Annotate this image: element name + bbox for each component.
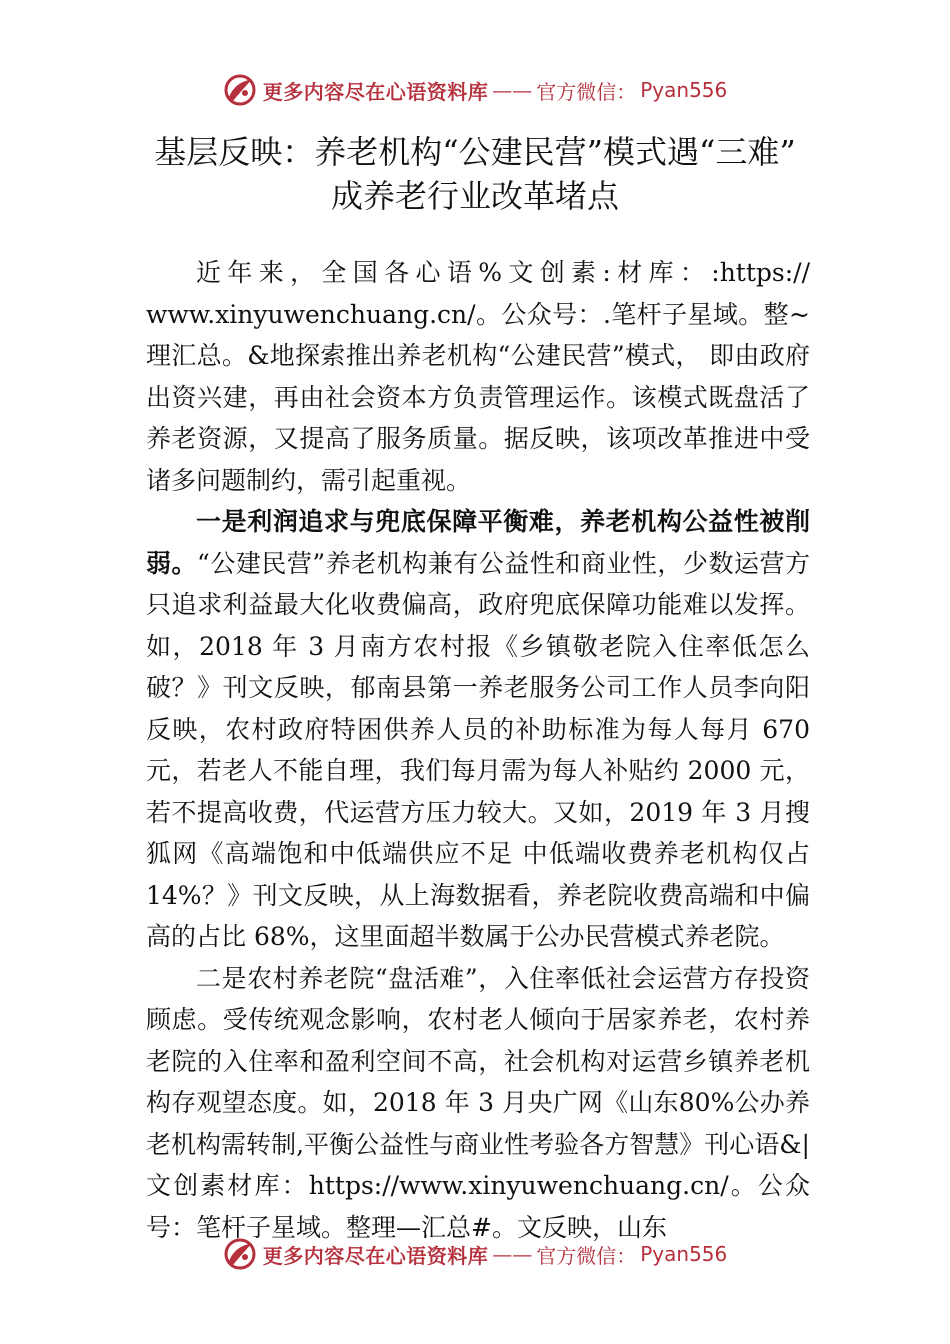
paragraph-point-two: 二是农村养老院“盘活难”，入住率低社会运营方存投资顾虑。受传统观念影响，农村老人倾向于居家养老，农村养老院的入住率和盈利空间不高，社会机构对运营乡镇养老机构存观望态度。如，2018 年 3 月央广网《山东80%公办养老机构需转制,平衡公益性与商业性考验各方智慧》刊心语&|文创素材库：https://www.xinyuwenchuang.cn/。公众号：笔杆子星域。整理—汇总#。文反映，山东 <box>146 963 810 1242</box>
title-line-2: 成养老行业改革堵点 <box>330 177 619 215</box>
banner-wechat-label: 官方微信： <box>536 79 637 104</box>
banner-separator: —— <box>492 1242 533 1266</box>
banner-wechat-label: 官方微信： <box>536 1243 637 1268</box>
banner-wechat-id: Pyan556 <box>640 1242 728 1266</box>
banner-wechat-id: Pyan556 <box>640 78 728 102</box>
paragraph-point-one <box>146 501 810 958</box>
banner-text: 更多内容尽在心语资料库 <box>262 1243 489 1268</box>
banner-text: 更多内容尽在心语资料库 <box>262 79 489 104</box>
paragraph-intro: 近年来，全国各心语%文创素:材库：:https:// www.xinyuwenchuang.cn/。公众号：.笔杆子星域。整~理汇总。&地探索推出养老机构“公建民营”模式， 即由政府出资兴建，再由社会资本方负责管理运作。该模式既盘活了养老资源，又提高了服务质量。据反映，该项改革推进中受诸多问题制约，需引起重视。 <box>146 258 810 495</box>
banner-separator: —— <box>492 78 533 102</box>
title-line-1: 基层反映：养老机构“公建民营”模式遇“三难” <box>154 133 796 171</box>
point-one-heading: 一是利润追求与兜底保障平衡难，养老机构公益性被削弱。 <box>146 507 810 578</box>
brand-logo-icon <box>223 1237 257 1271</box>
document-title <box>60 130 890 218</box>
footer-banner <box>0 1230 950 1278</box>
document-body <box>146 252 810 1248</box>
point-one-body: “公建民营”养老机构兼有公益性和商业性，少数运营方只追求利益最大化收费偏高，政府兜底保障功能难以发挥。如，2018 年 3 月南方农村报《乡镇敬老院入住率低怎么破？》刊文反映，郁南县第一养老服务公司工作人员李向阳反映，农村政府特困供养人员的补助标准为每人每月 670 元，若老人不能自理，我们每月需为每人补贴约 2000 元，若不提高收费，代运营方压力较大。又如，2019 年 3 月搜狐网《高端饱和中低端供应不足 中低端收费养老机构仅占 14%？》刊文反映，从上海数据看，养老院收费高端和中偏高的占比 68%，这里面超半数属于公办民营模式养老院。 <box>146 548 810 951</box>
header-banner <box>0 66 950 114</box>
brand-logo-icon <box>223 73 257 107</box>
